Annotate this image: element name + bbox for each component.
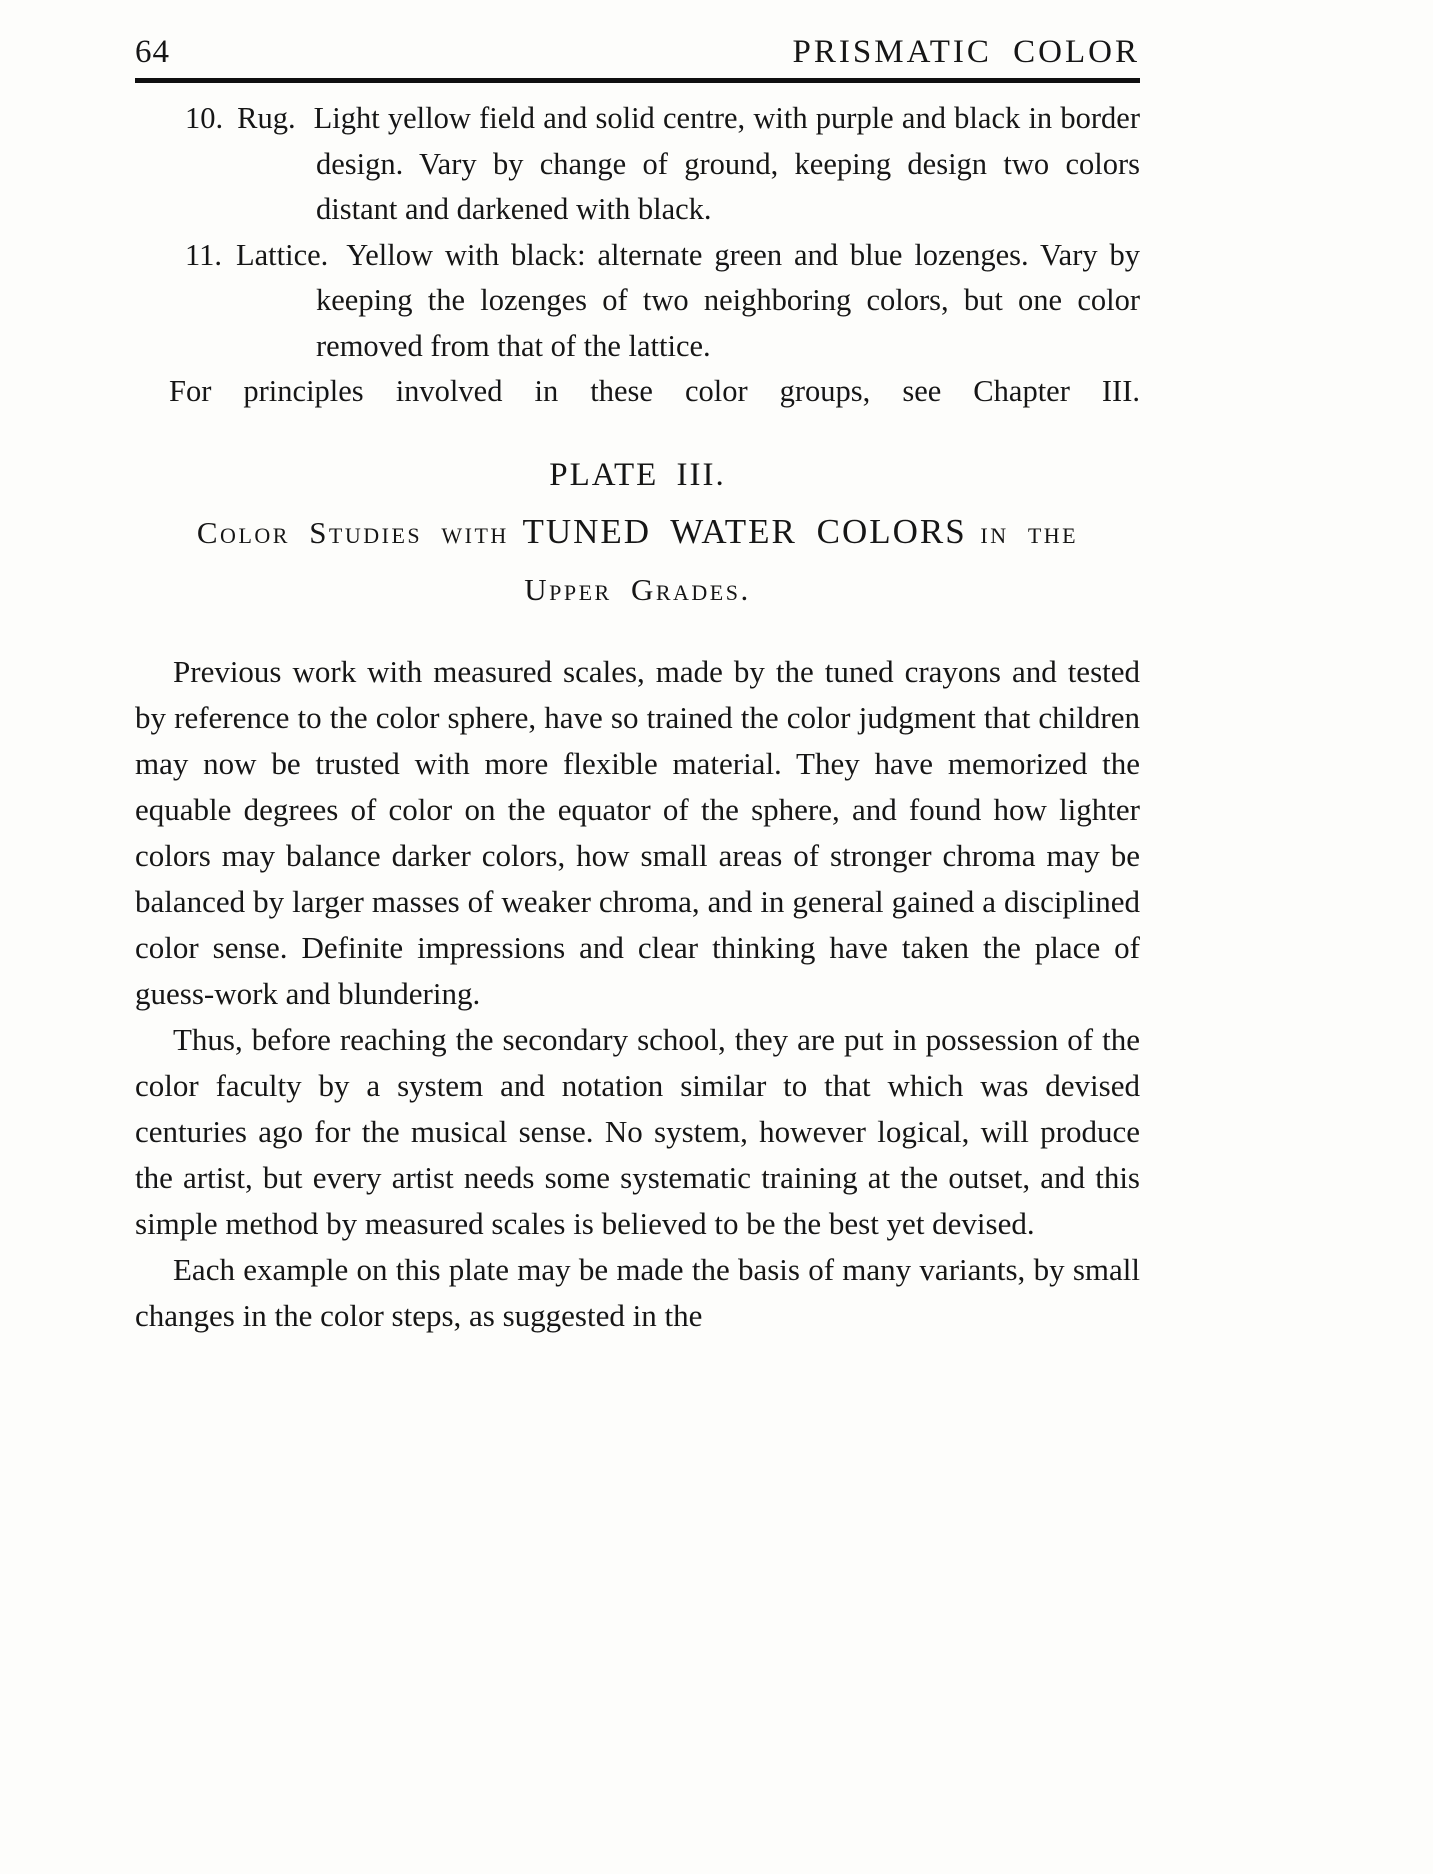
item-text: Light yellow field and solid centre, with purple and black in border design. Vary by change of ground, keeping design two colors distant and darkened with black.	[313, 101, 1140, 226]
body-paragraph: Thus, before reaching the secondary school, they are put in possession of the color faculty by a system and notation similar to that which was devised centuries ago for the musical sense. No system, however logical, will produce the artist, but every artist needs some systematic training at the outset, and this simple method by measured scales is believed to be the best yet devised.	[135, 1021, 1140, 1241]
item-number: 11.	[185, 237, 222, 272]
book-page	[135, 34, 1140, 1339]
subtitle-lead: Color Studies with	[196, 514, 509, 550]
subtitle-trail: in the	[980, 514, 1079, 550]
body-text	[135, 649, 1140, 1339]
plate-heading: PLATE III.	[549, 456, 726, 493]
item-number: 10.	[185, 101, 224, 135]
plate-subtitle	[135, 506, 1140, 621]
header-rule	[135, 78, 1140, 83]
body-paragraph: Previous work with measured scales, made by the tuned crayons and tested by reference to the color sphere, have so trained the color judgment that children may now be trusted with more flexible material. They have memorized the equable degrees of color on the equator of the sphere, and found how lighter colors may balance darker colors, how small areas of stronger chroma may be balanced by larger masses of weaker chroma, and in general gained a disciplined color sense. Definite impressions and clear thinking have taken the place of guess-work and blundering.	[135, 653, 1140, 1011]
numbered-list	[135, 96, 1140, 415]
subtitle-emphasis: TUNED WATER COLORS	[522, 511, 967, 551]
running-title: PRISMATIC COLOR	[792, 34, 1140, 70]
item-term: Rug.	[237, 101, 296, 135]
page-number: 64	[135, 34, 170, 70]
item-term: Lattice.	[236, 237, 329, 272]
closing-line: For principles involved in these color groups, see Chapter III.	[169, 374, 1140, 408]
list-item	[135, 233, 1140, 370]
item-text: Yellow with black: alternate green and blue lozenges. Vary by keeping the lozenges of two neighboring colors, but one color removed from that of the lattice.	[316, 237, 1140, 363]
subtitle-line2: Upper Grades.	[524, 571, 751, 607]
list-item	[135, 96, 1140, 233]
page-header	[135, 34, 1140, 71]
body-paragraph: Each example on this plate may be made the basis of many variants, by small changes in the color steps, as suggested in the	[135, 1251, 1140, 1333]
